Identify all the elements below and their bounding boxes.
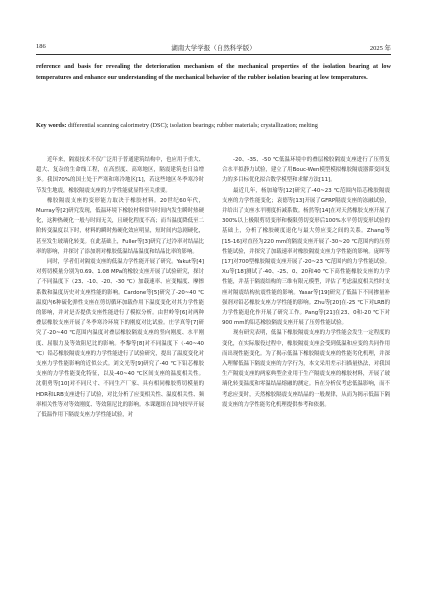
keywords bbox=[36, 121, 391, 132]
right-column bbox=[222, 155, 390, 410]
paragraph: 同时，学者们对隔震支座的低温力学性能开展了研究。Yakut等[4]对剪切模量分别为0.69、1.08 MPa的橡胶支座开展了试验研究，探讨了不同温度下（23、-10、-20、-30 ℃）加载速率、应变幅度、摩擦系数和温度历史对支座性能的影响。Cardone等[5]研究了-20~40 ℃温度内6种硫化弹性支座在剪切循环加载作用下温度变化对其力学性能的影响，并对是否提供支座性能进行了模拟分析。由世岭等[6]对两种叠层橡胶支座开展了冬季寒冷环境下的刚度对比试验。庄学真等[7]研究了-20~40 ℃范围内温度对叠层橡胶隔震支座的竖向刚度、水平刚度、屈服力及等效阻尼比的影响。李黎等[8]对不同温度下（-40~40 ℃）铅芯橡胶隔震支座的力学性能进行了试验研究，提出了温度变化对支座力学性能影响的近似公式。刘文光等[9]研究了-40 ℃下铅芯橡胶支座的力学性能变化特征，以及-40~40 ℃区间支座的温度相关性。沈朝勇等[10]对不同尺寸、不同生产厂家、具有相同橡胶剪切模量的HDR和LRB支座进行了试验，对比分析了应变相关性、温度相关性、频率相关性等对等效刚度、等效阻尼比的影响。本课题组在国内较早开展了低温作用下隔震支座力学性能试验，对 bbox=[36, 259, 204, 419]
paragraph: 近年来，隔震技术不仅广泛用于普通建筑结构中，也应用于重大、超大、复杂的生命线工程，在高烈度、高寒地区，隔震建筑也日益增多。我国70%的国土处于严寒和寒冷地区[1]，若这些地区冬季寒冷时节发生地震，橡胶隔震支座的力学性能就显得至关重要。 bbox=[36, 157, 204, 194]
paragraph: 现有研究表明，低温下橡胶隔震支座的力学性能会发生一定程度的变化，在实际服役过程中，橡胶隔震支座会受到低温和应变的共同作用而出现性能变化。为了揭示低温下橡胶隔震支座的性能劣化机理，并深入理解低温下隔震支座的力学行为，本文采用差示扫描量热法，对我国生产隔震支座的两家典型企业用于生产隔震支座的橡胶材料，开展了玻璃化转变温度和零温结晶熔融的测定。旨在分析仪考虑低温影响，而不考虑应变时，天然橡胶隔震支座结晶的一般规律，从而为揭示低温下隔震支座的力学性能劣化机理提供参考和依据。 bbox=[222, 330, 390, 408]
journal-title: 湖南大学学报（自然科学版） bbox=[171, 45, 256, 52]
keywords-label: Key words: bbox=[36, 122, 67, 129]
paragraph: -20、-35、-50 ℃低温环境中的叠层橡胶隔震支座进行了压剪复合水平拟静力试验，建立了用Bouc-Wen模型模拟橡胶隔震器滞变回复力的多目标优化拟合数学模型和求解方法[11]。 bbox=[222, 157, 390, 184]
page-header bbox=[36, 40, 391, 55]
abstract-tail: reference and basis for revealing the deterioration mechanism of the mechanical properties of the isolation bearing at low temperatures and enhance our understanding of the mechanical behavior of the rubber isolation bearing at low temperatures. bbox=[36, 63, 391, 81]
left-column bbox=[36, 155, 204, 420]
page-number: 186 bbox=[36, 43, 46, 50]
paragraph: 橡胶隔震支座的变形能力取决于橡胶材料。20世纪60年代，Murray等[2]研究发现，低温环境下橡胶材料常导时间内发生瞬时热硬化，这种热硬化一般与时间无关，且硬化程度不高；而当温度降低至二阶转变温度以下时，材料的瞬时热硬化效应明显，短时间内急剧硬化，甚至发生玻璃化转变。在此基础上，Fuller等[3]研究了过冷率对结晶比率的影响，并探讨了添加剂对橡胶低温结晶温度和结晶比率的影响。 bbox=[36, 197, 204, 255]
keywords-text: differential scanning calorimetry (DSC); isolation bearings; rubber materials; crystallization; melting bbox=[67, 122, 318, 129]
publication-year: 2025 年 bbox=[369, 45, 391, 52]
paragraph: 最近几年，杨加瑜等[12]研究了-40~23 ℃范围内铅芯橡胶隔震支座的力学性能变化；袁德等[13]开展了GFRP隔震支座的冻融试验，并给出了支座水平刚度折减系数。杨然等[14]在对天然橡胶支座开展了300%以上极限剪切变形和极限剪切变形后100%水平剪切变形试验的基础上，分析了橡胶硬度退化与最大剪应变之间的关系。Zhang等[15-16]对直径为220 mm的隔震支座开展了-30~20 ℃范围内的压剪性能试验，并探究了加载速率对橡胶隔震支座力学性能的影响。庞晖等[17]对700型橡胶隔震支座开展了-20~23 ℃范围内的力学性能试验。Xu等[18]测试了-40、-25、0、20和40 ℃下高性能橡胶支座的力学性能，并基于隔震结构的三维有限元模型，评估了考虑温度相关性时支座对隔震结构抗震性能的影响。Yasar等[19]研究了低温下不同掺量补强剂对铅芯橡胶支座力学性能的影响。Zhu等[20]在-25 ℃下对LRB的力学性能退化作开展了研究工作。Pang等[21]在23、0和-20 ℃下对900 mm的铅芯橡胶隔震支座开展了压剪性能试验。 bbox=[222, 187, 390, 327]
